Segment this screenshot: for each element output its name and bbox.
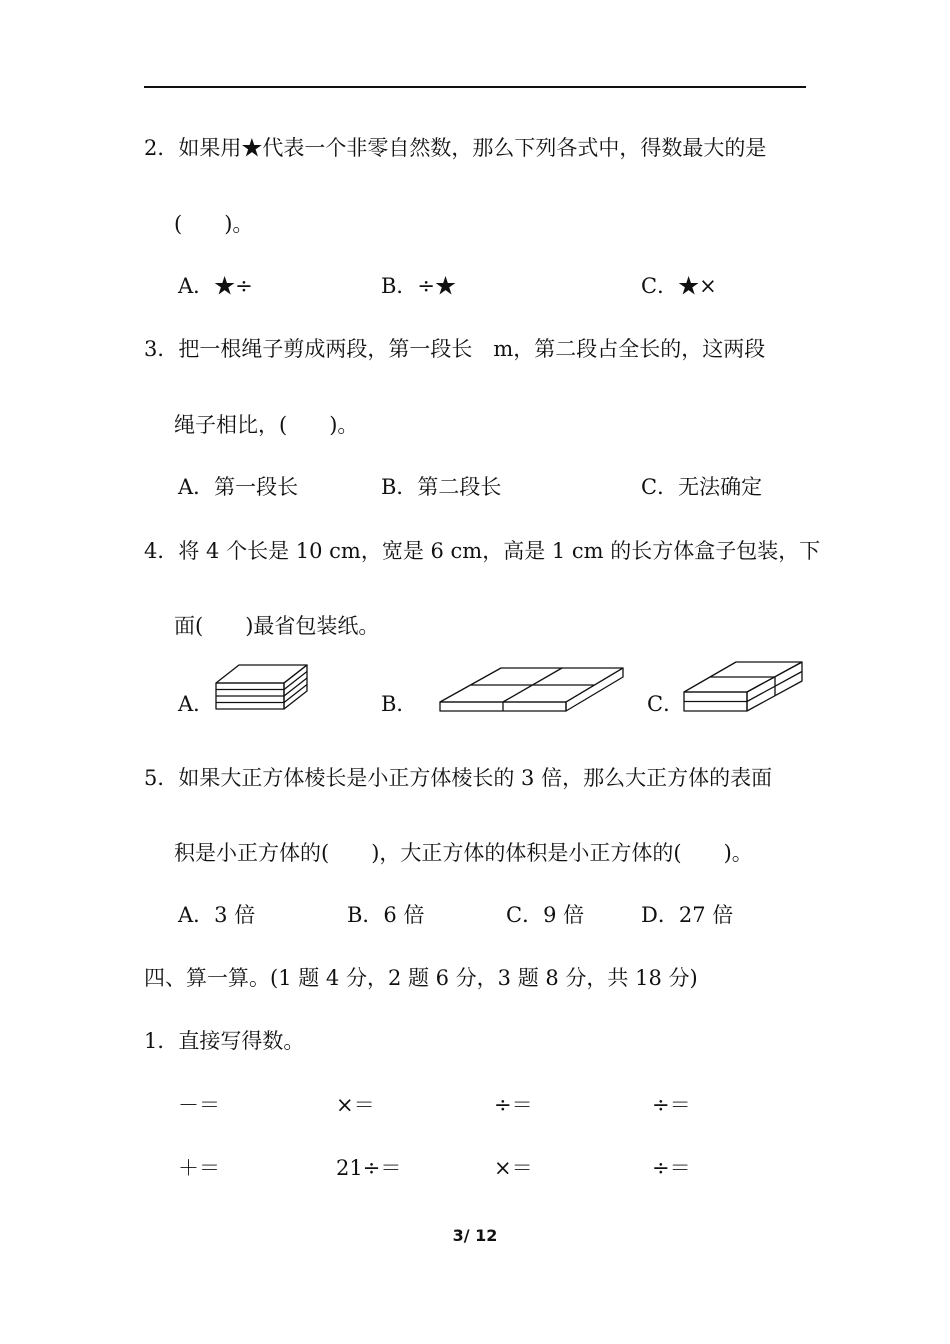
q2-option-c[interactable]: C．★× — [641, 274, 717, 298]
q3-option-a[interactable]: A．第一段长 — [178, 475, 299, 499]
section-4-heading: 四、算一算。(1 题 4 分，2 题 6 分，3 题 8 分，共 18 分) — [144, 966, 698, 990]
q2-option-a[interactable]: A．★÷ — [178, 274, 253, 298]
q4-option-b[interactable]: B． — [381, 692, 418, 716]
calc-item: ＋＝ — [178, 1156, 220, 1180]
calc-item: ×＝ — [336, 1093, 375, 1117]
q2-option-b[interactable]: B．÷★ — [381, 274, 457, 298]
calc-item: ÷＝ — [652, 1093, 691, 1117]
q4-option-a[interactable]: A． — [178, 692, 215, 716]
q5-option-d[interactable]: D．27 倍 — [641, 903, 734, 927]
calc-item: ÷＝ — [494, 1093, 533, 1117]
stacked-boxes-figure-a — [212, 660, 312, 712]
figure-a-top-face — [216, 665, 307, 683]
q5-text-line2: 积是小正方体的( )，大正方体的体积是小正方体的( )。 — [174, 841, 753, 865]
header-rule — [144, 86, 806, 88]
q5-option-c[interactable]: C．9 倍 — [506, 903, 585, 927]
q3-option-b[interactable]: B．第二段长 — [381, 475, 502, 499]
q4-text-line2: 面( )最省包装纸。 — [174, 614, 380, 638]
section-4-q1-title: 1．直接写得数。 — [144, 1029, 305, 1053]
figure-b-side-face — [566, 668, 623, 711]
calc-item: ×＝ — [494, 1156, 533, 1180]
flat-boxes-figure-b — [436, 664, 628, 714]
calc-item: 21÷＝ — [336, 1156, 402, 1180]
q3-text-line2: 绳子相比，( )。 — [174, 413, 359, 437]
q3-text-line1: 3．把一根绳子剪成两段，第一段长 m，第二段占全长的，这两段 — [144, 337, 766, 361]
q5-option-b[interactable]: B．6 倍 — [347, 903, 425, 927]
q2-text-line2: ( )。 — [174, 212, 254, 236]
q4-text-line1: 4．将 4 个长是 10 cm，宽是 6 cm，高是 1 cm 的长方体盒子包装，下 — [144, 539, 821, 563]
stacked-pairs-figure-c — [680, 659, 806, 715]
q5-text-line1: 5．如果大正方体棱长是小正方体棱长的 3 倍，那么大正方体的表面 — [144, 766, 773, 790]
q2-text-line1: 2．如果用★代表一个非零自然数，那么下列各式中，得数最大的是 — [144, 136, 767, 160]
q3-option-c[interactable]: C．无法确定 — [641, 475, 763, 499]
q4-option-c[interactable]: C． — [647, 692, 685, 716]
page-number: 3/ 12 — [452, 1226, 498, 1245]
q5-option-a[interactable]: A．3 倍 — [178, 903, 256, 927]
calc-item: ÷＝ — [652, 1156, 691, 1180]
calc-item: －＝ — [178, 1093, 220, 1117]
